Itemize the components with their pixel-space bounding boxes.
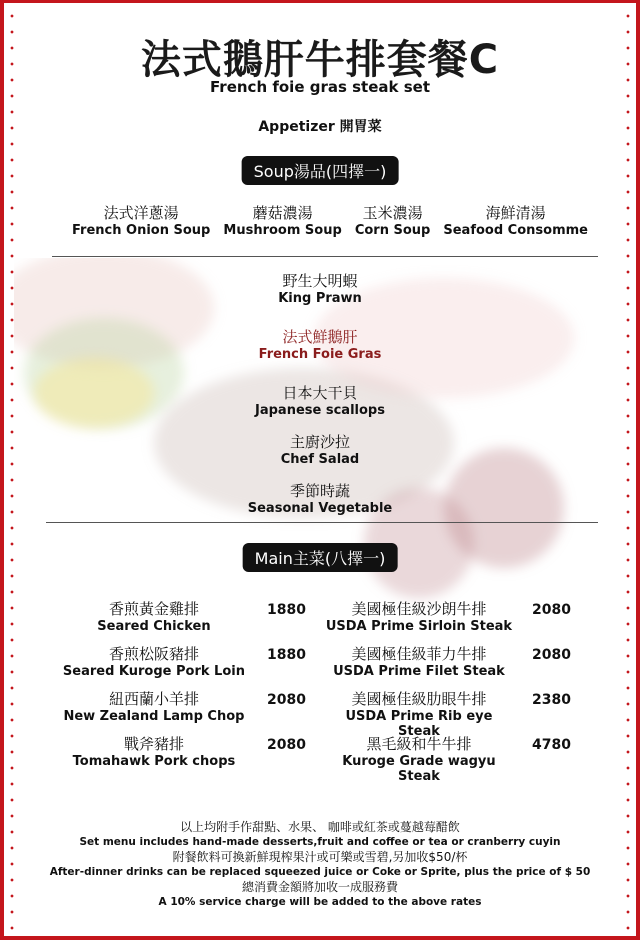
footer-note-zh: 以上均附手作甜點、水果、 咖啡或紅茶或蔓越莓醋飲 <box>180 820 460 834</box>
main-course-right <box>325 643 513 688</box>
soup-name-en: French Onion Soup <box>72 223 211 238</box>
appetizer-label: Appetizer 開胃菜 <box>258 119 382 135</box>
main-name-en: USDA Prime Filet Steak <box>333 664 505 679</box>
soup-name-en: Corn Soup <box>354 223 431 238</box>
main-name-zh: 香煎松阪豬排 <box>108 645 199 663</box>
main-course-row <box>60 733 590 784</box>
main-name-zh: 香煎黃金雞排 <box>108 600 199 618</box>
main-course-left <box>60 643 248 688</box>
main-course-right <box>325 598 513 643</box>
footer-note-en: A 10% service charge will be added to the above rates <box>158 896 482 908</box>
main-course-left <box>60 733 248 778</box>
course-item <box>0 480 640 516</box>
soup-name-zh: 蘑菇濃湯 <box>252 204 313 222</box>
course-list <box>0 270 640 529</box>
menu-title-english: French foie gras steak set <box>210 78 430 96</box>
main-price: 4780 <box>531 737 571 753</box>
main-name-zh: 美國極佳級肋眼牛排 <box>351 690 487 708</box>
course-item <box>0 382 640 418</box>
soup-name-zh: 海鮮清湯 <box>485 204 546 222</box>
main-price: 2080 <box>531 647 571 663</box>
footer-note-en: After-dinner drinks can be replaced squeezed juice or Coke or Sprite, plus the price of $ 50 <box>49 866 591 878</box>
main-price: 1880 <box>266 647 306 663</box>
footer-note-en: Set menu includes hand-made desserts,fruit and coffee or tea or cranberry cuyin <box>79 836 561 848</box>
main-name-en: USDA Prime Sirloin Steak <box>325 619 513 634</box>
main-course-left <box>60 688 248 733</box>
soup-section-heading: Soup湯品(四擇一) <box>242 156 399 185</box>
main-course-row <box>60 688 590 739</box>
course-name-zh: 日本大干貝 <box>282 384 358 402</box>
main-name-en: Tomahawk Pork chops <box>72 754 236 769</box>
main-name-zh: 美國極佳級菲力牛排 <box>351 645 487 663</box>
course-name-zh: 主廚沙拉 <box>289 433 350 451</box>
course-name-zh: 野生大明蝦 <box>282 272 358 290</box>
soup-option <box>443 202 588 238</box>
soup-option <box>223 202 341 238</box>
main-course-right <box>325 733 513 784</box>
footer-note-zh: 附餐飲料可換新鮮現榨果汁或可樂或雪碧,另加收$50/杯 <box>172 850 468 864</box>
main-name-en: New Zealand Lamp Chop <box>63 709 245 724</box>
main-price: 2080 <box>531 602 571 618</box>
main-price: 2080 <box>266 692 306 708</box>
main-name-en: USDA Prime Rib eye Steak <box>345 709 493 739</box>
soup-name-en: Mushroom Soup <box>223 223 342 238</box>
main-name-zh: 戰斧豬排 <box>123 735 184 753</box>
course-item <box>0 431 640 467</box>
main-name-en: Seared Kuroge Pork Loin <box>62 664 245 679</box>
main-course-right <box>325 688 513 739</box>
course-name-en: Chef Salad <box>280 452 360 467</box>
soup-option <box>355 202 431 238</box>
main-price: 2080 <box>266 737 306 753</box>
course-name-zh: 季節時蔬 <box>289 482 350 500</box>
main-name-zh: 黑毛級和牛牛排 <box>366 735 472 753</box>
main-name-zh: 美國極佳級沙朗牛排 <box>351 600 487 618</box>
main-course-row <box>60 598 590 643</box>
soup-option <box>72 202 210 238</box>
footer-note-zh: 總消費金額將加收一成服務費 <box>241 880 398 894</box>
soup-name-en: Seafood Consomme <box>443 223 588 238</box>
soup-name-zh: 法式洋蔥湯 <box>103 204 179 222</box>
course-item <box>0 270 640 306</box>
divider <box>52 256 598 257</box>
soup-name-zh: 玉米濃湯 <box>362 204 423 222</box>
main-course-grid <box>60 598 590 784</box>
main-price: 1880 <box>266 602 306 618</box>
main-name-en: Seared Chicken <box>97 619 211 634</box>
menu-footer-notes <box>0 820 640 910</box>
menu-title-chinese: 法式鵝肝牛排套餐C <box>140 37 500 83</box>
course-name-en: Seasonal Vegetable <box>247 501 393 516</box>
course-name-zh: 法式鮮鵝肝 <box>282 328 358 346</box>
divider <box>46 522 598 523</box>
main-price: 2380 <box>531 692 571 708</box>
course-item <box>0 326 640 362</box>
course-name-en: French Foie Gras <box>258 347 382 362</box>
main-course-left <box>60 598 248 643</box>
soup-options <box>72 202 588 238</box>
course-name-en: King Prawn <box>278 291 362 306</box>
main-name-en: Kuroge Grade wagyu Steak <box>342 754 496 784</box>
main-name-zh: 紐西蘭小羊排 <box>108 690 199 708</box>
main-section-heading: Main主菜(八擇一) <box>243 543 398 572</box>
course-name-en: Japanese scallops <box>255 403 385 418</box>
main-course-row <box>60 643 590 688</box>
